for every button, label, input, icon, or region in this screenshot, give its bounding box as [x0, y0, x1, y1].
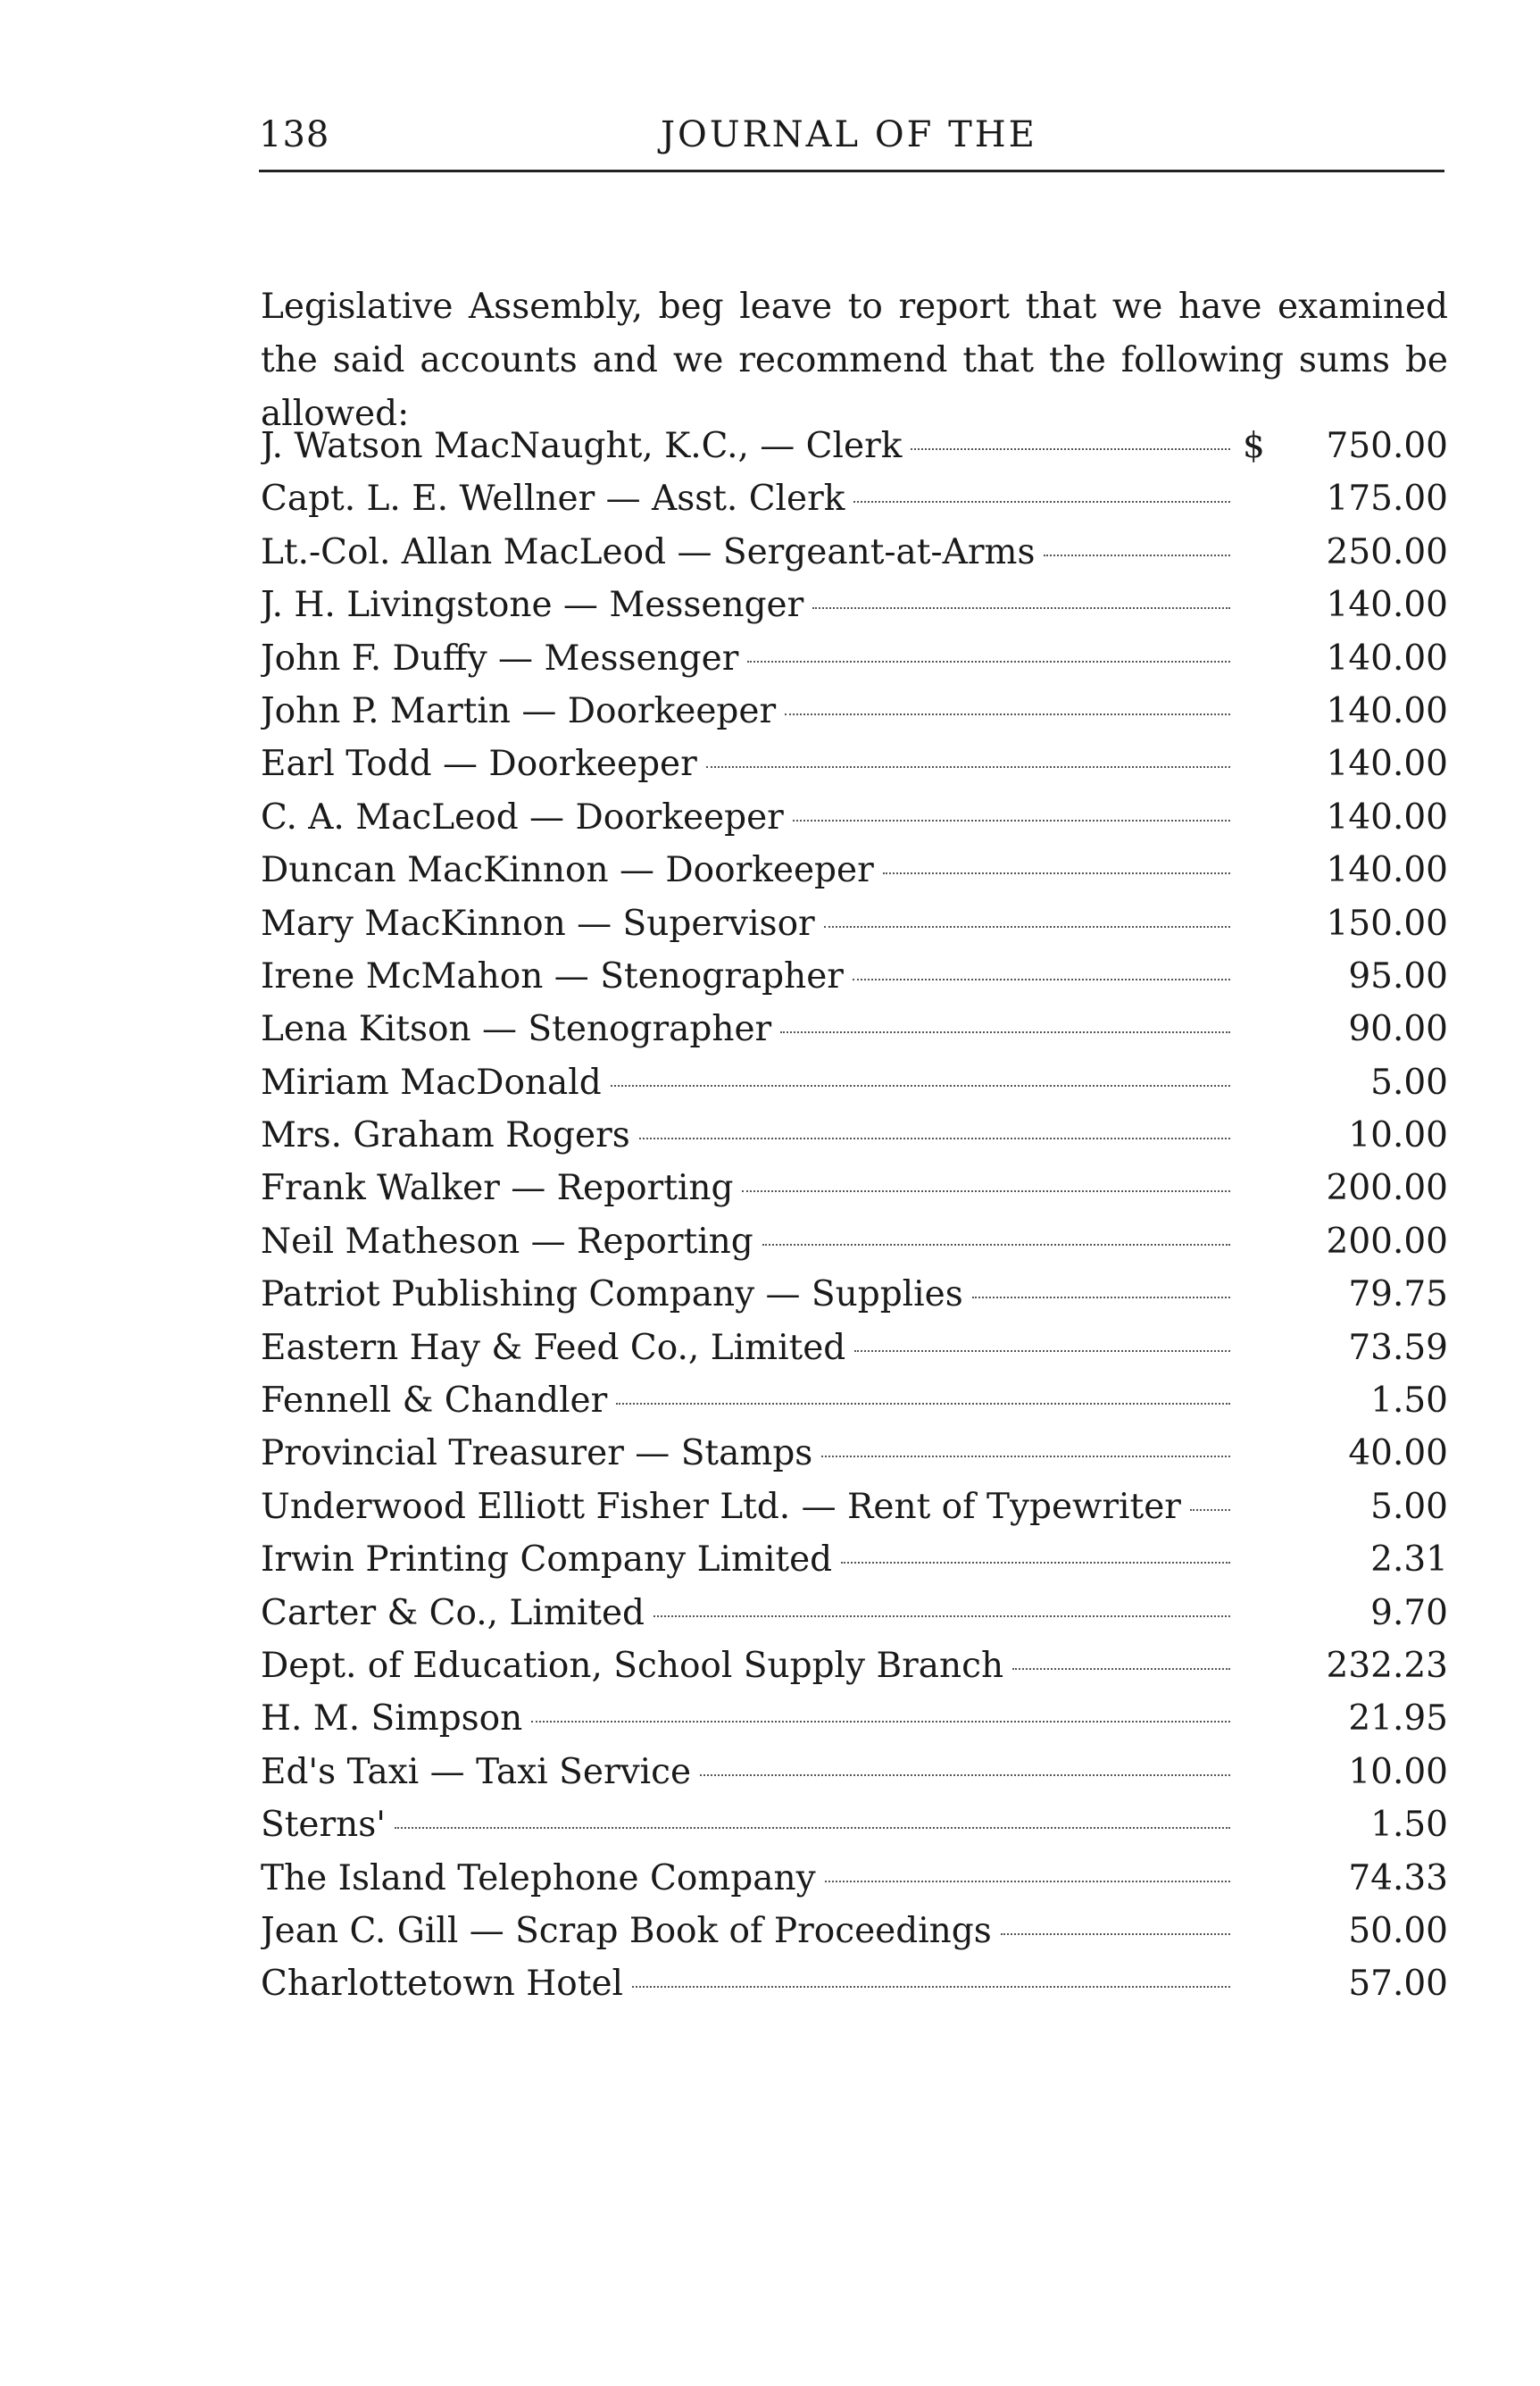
dot-leader: [395, 1827, 1230, 1829]
page-number: 138: [259, 114, 330, 155]
dot-leader: [531, 1721, 1230, 1723]
payee: Miriam MacDonald: [261, 1062, 602, 1103]
amount: 50.00: [1348, 1910, 1448, 1951]
amount: 1.50: [1370, 1381, 1448, 1422]
dot-leader: [1001, 1933, 1230, 1935]
amount: 95.00: [1348, 955, 1448, 997]
account-row: [261, 1533, 1448, 1586]
amount: 140.00: [1326, 585, 1448, 626]
amount: 140.00: [1326, 744, 1448, 785]
account-row: [261, 1109, 1448, 1162]
dot-leader: [793, 820, 1230, 822]
payee: Capt. L. E. Wellner — Asst. Clerk: [261, 479, 845, 520]
amount: 140.00: [1326, 850, 1448, 891]
payee: H. M. Simpson: [261, 1698, 523, 1739]
account-row: [261, 1215, 1448, 1268]
amount: 250.00: [1326, 531, 1448, 572]
account-row: [261, 1746, 1448, 1798]
currency-symbol: $: [1243, 426, 1265, 466]
payee: Carter & Co., Limited: [261, 1592, 645, 1633]
dot-leader: [854, 1350, 1230, 1352]
account-row: [261, 1056, 1448, 1109]
dot-leader: [706, 766, 1230, 768]
amount: 1.50: [1370, 1805, 1448, 1846]
amount: 140.00: [1326, 690, 1448, 731]
payee: Charlottetown Hotel: [261, 1964, 623, 2005]
payee: John F. Duffy — Messenger: [261, 638, 739, 679]
dot-leader: [742, 1190, 1230, 1192]
intro-paragraph: Legislative Assembly, beg leave to report that we have examined the said accounts and we recommend that the following sums be allowed:: [261, 287, 1448, 434]
account-row: [261, 791, 1448, 844]
payee: J. Watson MacNaught, K.C., — Clerk: [261, 426, 903, 466]
account-row: [261, 1957, 1448, 2010]
account-row: [261, 1798, 1448, 1851]
accounts-list: [261, 420, 1448, 2011]
account-row: [261, 1322, 1448, 1374]
amount: 200.00: [1326, 1221, 1448, 1262]
amount: 10.00: [1348, 1751, 1448, 1792]
dot-leader: [653, 1615, 1230, 1617]
account-row: [261, 950, 1448, 1003]
payee: The Island Telephone Company: [261, 1857, 816, 1898]
amount: 140.00: [1326, 797, 1448, 838]
amount: 5.00: [1370, 1486, 1448, 1527]
dot-leader: [853, 501, 1230, 503]
account-row: [261, 1852, 1448, 1905]
amount: 73.59: [1348, 1327, 1448, 1368]
dot-leader: [780, 1031, 1230, 1033]
dot-leader: [785, 713, 1230, 715]
amount: 150.00: [1326, 903, 1448, 944]
payee: Eastern Hay & Feed Co., Limited: [261, 1327, 846, 1368]
amount: 40.00: [1348, 1433, 1448, 1474]
dot-leader: [747, 661, 1230, 663]
payee: Provincial Treasurer — Stamps: [261, 1433, 813, 1474]
payee: J. H. Livingstone — Messenger: [261, 585, 804, 626]
dot-leader: [611, 1085, 1230, 1087]
dot-leader: [821, 1456, 1230, 1457]
account-row: [261, 472, 1448, 525]
running-head: JOURNAL OF THE: [661, 114, 1037, 155]
payee: Irwin Printing Company Limited: [261, 1539, 833, 1581]
amount: 175.00: [1326, 479, 1448, 520]
account-row: [261, 738, 1448, 790]
payee: Duncan MacKinnon — Doorkeeper: [261, 850, 874, 891]
account-row: [261, 1481, 1448, 1533]
payee: Lt.-Col. Allan MacLeod — Sergeant-at-Arms: [261, 531, 1036, 572]
payee: C. A. MacLeod — Doorkeeper: [261, 797, 784, 838]
payee: Dept. of Education, School Supply Branch: [261, 1645, 1004, 1686]
amount: 140.00: [1326, 638, 1448, 679]
payee: Irene McMahon — Stenographer: [261, 955, 844, 997]
dot-leader: [853, 979, 1230, 980]
amount: 750.00: [1326, 426, 1448, 466]
payee: Neil Matheson — Reporting: [261, 1221, 753, 1262]
payee: Fennell & Chandler: [261, 1381, 608, 1422]
dot-leader: [825, 1881, 1230, 1882]
account-row: [261, 1427, 1448, 1480]
dot-leader: [639, 1138, 1230, 1139]
amount: 21.95: [1348, 1698, 1448, 1739]
account-row: [261, 1639, 1448, 1692]
payee: Underwood Elliott Fisher Ltd. — Rent of Typewriter: [261, 1486, 1181, 1527]
dot-leader: [972, 1297, 1230, 1298]
payee: Ed's Taxi — Taxi Service: [261, 1751, 692, 1792]
account-row: [261, 1587, 1448, 1639]
payee: Sterns': [261, 1805, 386, 1846]
account-row: [261, 420, 1448, 472]
payee: Mrs. Graham Rogers: [261, 1115, 630, 1156]
account-row: [261, 685, 1448, 738]
dot-leader: [762, 1244, 1230, 1246]
account-row: [261, 1162, 1448, 1214]
dot-leader: [616, 1403, 1230, 1405]
account-row: [261, 632, 1448, 685]
dot-leader: [1012, 1668, 1230, 1670]
dot-leader: [1044, 555, 1230, 556]
payee: Frank Walker — Reporting: [261, 1168, 734, 1209]
payee: Lena Kitson — Stenographer: [261, 1009, 772, 1050]
account-row: [261, 1268, 1448, 1321]
payee: Jean C. Gill — Scrap Book of Proceedings: [261, 1910, 992, 1951]
amount: 57.00: [1348, 1964, 1448, 2005]
dot-leader: [700, 1774, 1230, 1776]
payee: John P. Martin — Doorkeeper: [261, 690, 777, 731]
amount: 200.00: [1326, 1168, 1448, 1209]
dot-leader: [1190, 1509, 1230, 1511]
amount: 232.23: [1326, 1645, 1448, 1686]
dot-leader: [812, 607, 1230, 609]
account-row: [261, 897, 1448, 950]
amount: 5.00: [1370, 1062, 1448, 1103]
amount: 10.00: [1348, 1115, 1448, 1156]
account-row: [261, 1003, 1448, 1055]
payee: Earl Todd — Doorkeeper: [261, 744, 697, 785]
dot-leader: [824, 926, 1230, 928]
amount: 74.33: [1348, 1857, 1448, 1898]
dot-leader: [883, 872, 1230, 874]
account-row: [261, 579, 1448, 631]
page-header: [259, 105, 1444, 172]
dot-leader: [841, 1562, 1230, 1564]
account-row: [261, 1692, 1448, 1745]
account-row: [261, 1374, 1448, 1427]
amount: 90.00: [1348, 1009, 1448, 1050]
dot-leader: [911, 448, 1230, 450]
amount: 9.70: [1370, 1592, 1448, 1633]
amount: 2.31: [1370, 1539, 1448, 1581]
payee: Patriot Publishing Company — Supplies: [261, 1274, 963, 1315]
account-row: [261, 1905, 1448, 1957]
amount: 79.75: [1348, 1274, 1448, 1315]
account-row: [261, 526, 1448, 579]
payee: Mary MacKinnon — Supervisor: [261, 903, 815, 944]
account-row: [261, 844, 1448, 897]
dot-leader: [632, 1986, 1230, 1988]
